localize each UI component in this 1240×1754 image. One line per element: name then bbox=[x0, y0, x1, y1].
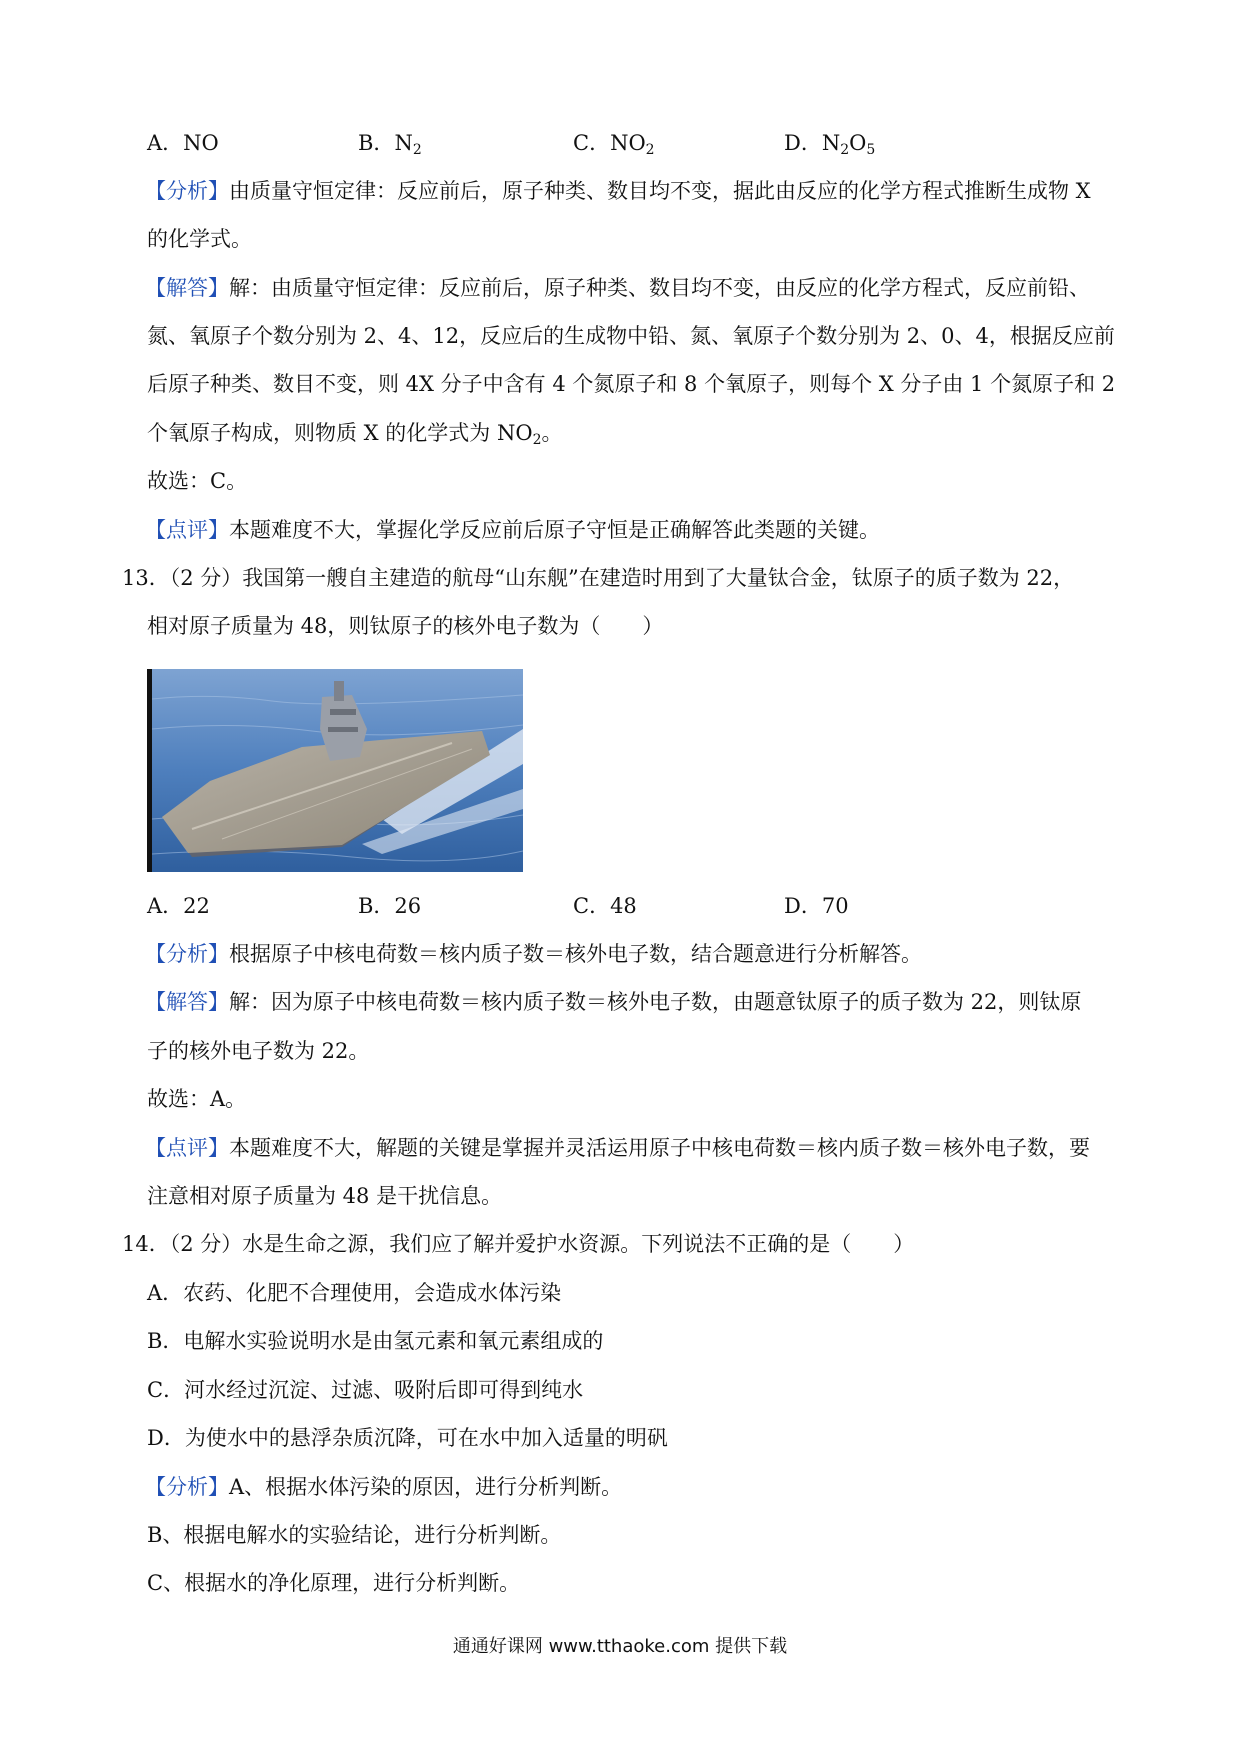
q12-option-d: D．$N_2O_5$ bbox=[784, 131, 876, 158]
analysis-tag: 【分析】 bbox=[145, 179, 229, 203]
q13-choice: 故选：A。 bbox=[147, 1087, 247, 1111]
analysis-tag: 【分析】 bbox=[145, 1475, 229, 1499]
q14-analysis: 【分析】A、根据水体污染的原因，进行分析判断。 bbox=[145, 1475, 623, 1499]
q14-option-b: B．电解水实验说明水是由氢元素和氧元素组成的 bbox=[147, 1329, 604, 1353]
page-footer: 通通好课网 www.tthaoke.com 提供下载 bbox=[452, 1636, 788, 1657]
q12-option-c: C．$NO_2$ bbox=[573, 131, 655, 158]
q12-answer-line4: 个氧原子构成，则物质 X 的化学式为 $NO_2$。 bbox=[147, 421, 563, 448]
aircraft-carrier-photo bbox=[147, 669, 523, 872]
q14-analysis-c: C、根据水的净化原理，进行分析判断。 bbox=[147, 1571, 521, 1595]
q12-answer-line3: 后原子种类、数目不变，则 4X 分子中含有 4 个氮原子和 8 个氧原子，则每个 X 分子由 1 个氮原子和 2 bbox=[147, 372, 1116, 396]
q13-option-c: C．48 bbox=[573, 894, 637, 918]
comment-tag: 【点评】 bbox=[145, 1136, 229, 1160]
q12-option-a: A．NO bbox=[147, 131, 219, 155]
q13-answer-line2: 子的核外电子数为 22。 bbox=[147, 1039, 370, 1063]
q12-analysis: 【分析】由质量守恒定律：反应前后，原子种类、数目均不变，据此由反应的化学方程式推断生成物 X bbox=[145, 179, 1091, 203]
q13-stem: 13．（2 分）我国第一艘自主建造的航母“山东舰”在建造时用到了大量钛合金，钛原子的质子数为 22， bbox=[122, 566, 1075, 590]
q12-answer-line2: 氮、氧原子个数分别为 2、4、12，反应后的生成物中铅、氮、氧原子个数分别为 2、0、4，根据反应前 bbox=[147, 324, 1115, 348]
q13-comment: 【点评】本题难度不大，解题的关键是掌握并灵活运用原子中核电荷数＝核内质子数＝核外电子数，要 bbox=[145, 1136, 1090, 1160]
q14-option-c: C．河水经过沉淀、过滤、吸附后即可得到纯水 bbox=[147, 1378, 584, 1402]
q12-option-b: B．$N_2$ bbox=[358, 131, 422, 158]
q13-option-a: A．22 bbox=[147, 894, 210, 918]
q12-choice: 故选：C。 bbox=[147, 469, 248, 493]
q13-option-b: B．26 bbox=[358, 894, 422, 918]
q12-answer: 【解答】解：由质量守恒定律：反应前后，原子种类、数目均不变，由反应的化学方程式，反应前铅、 bbox=[145, 276, 1090, 300]
answer-tag: 【解答】 bbox=[145, 990, 229, 1014]
q14-option-d: D．为使水中的悬浮杂质沉降，可在水中加入适量的明矾 bbox=[147, 1426, 668, 1450]
q14-option-a: A．农药、化肥不合理使用，会造成水体污染 bbox=[147, 1281, 562, 1305]
q13-answer: 【解答】解：因为原子中核电荷数＝核内质子数＝核外电子数，由题意钛原子的质子数为 22，则钛原 bbox=[145, 990, 1082, 1014]
answer-tag: 【解答】 bbox=[145, 276, 229, 300]
q12-analysis-line2: 的化学式。 bbox=[147, 227, 252, 251]
q14-analysis-b: B、根据电解水的实验结论，进行分析判断。 bbox=[147, 1523, 562, 1547]
comment-tag: 【点评】 bbox=[145, 518, 229, 542]
q14-stem: 14．（2 分）水是生命之源，我们应了解并爱护水资源。下列说法不正确的是（ ） bbox=[122, 1232, 915, 1256]
q13-stem-line2: 相对原子质量为 48，则钛原子的核外电子数为（ ） bbox=[147, 614, 664, 638]
q13-option-d: D．70 bbox=[784, 894, 849, 918]
q13-comment-line2: 注意相对原子质量为 48 是干扰信息。 bbox=[147, 1184, 503, 1208]
q13-analysis: 【分析】根据原子中核电荷数＝核内质子数＝核外电子数，结合题意进行分析解答。 bbox=[145, 942, 922, 966]
q12-comment: 【点评】本题难度不大，掌握化学反应前后原子守恒是正确解答此类题的关键。 bbox=[145, 518, 880, 542]
analysis-tag: 【分析】 bbox=[145, 942, 229, 966]
